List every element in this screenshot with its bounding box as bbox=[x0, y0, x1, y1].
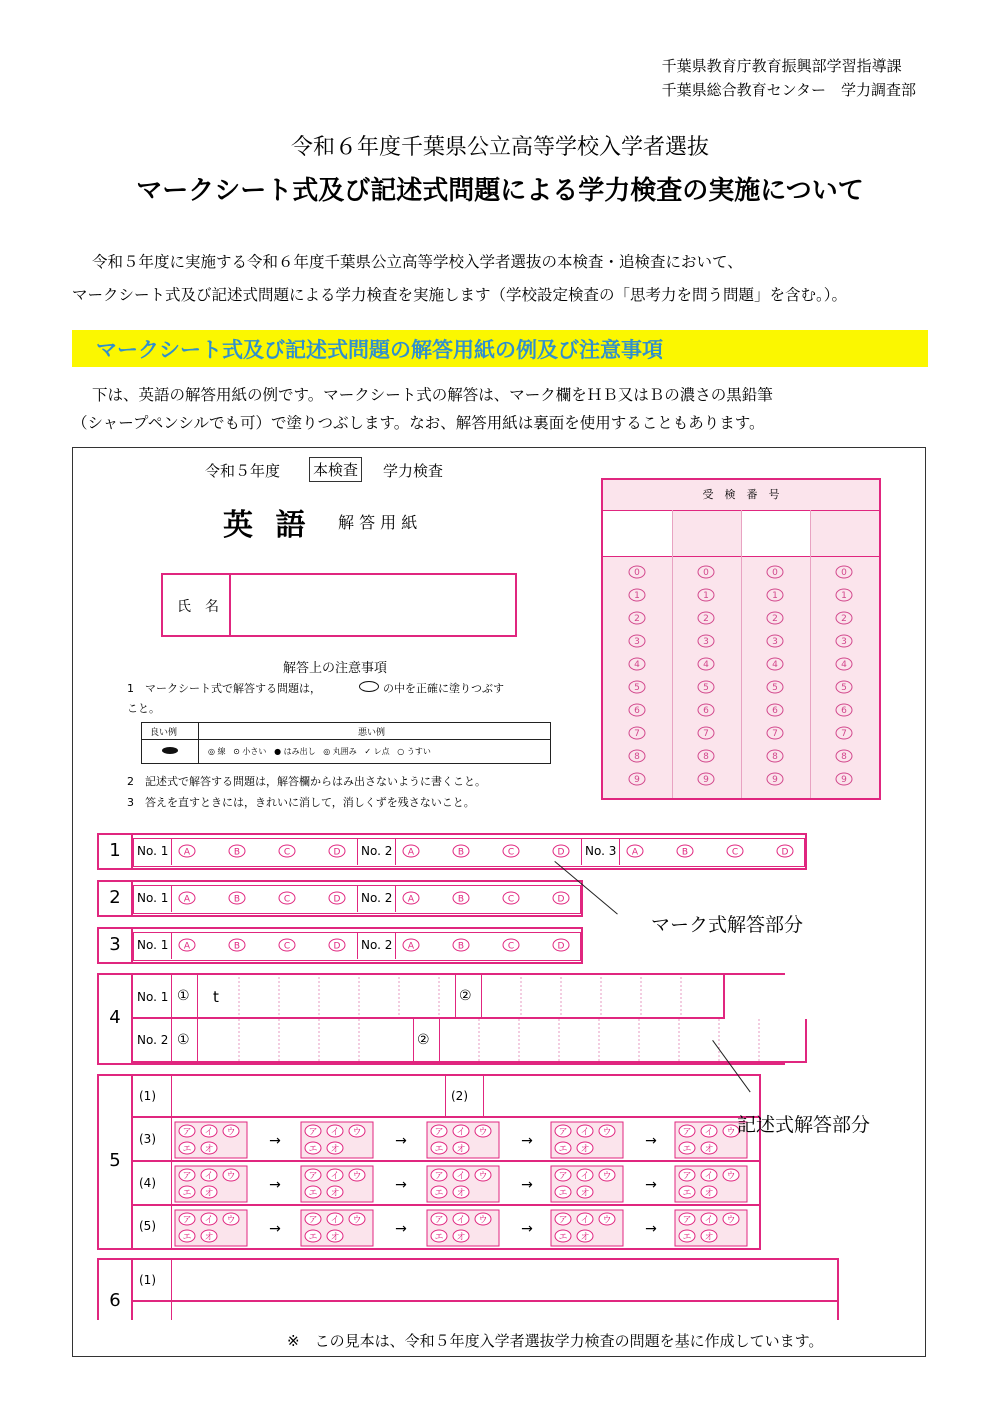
digit-label-5: 5 bbox=[772, 683, 778, 693]
desc-line-1: 下は、英語の解答用紙の例です。マークシート式の解答は、マーク欄をＨＢ又はＢの濃さの黒鉛筆 bbox=[92, 386, 773, 404]
q4-no1-circle-1: ① bbox=[177, 988, 190, 1004]
arrow-icon: → bbox=[395, 1221, 407, 1237]
kana-label: ウ bbox=[352, 1127, 362, 1138]
bad-examples-row bbox=[208, 746, 431, 757]
kana-label: オ bbox=[456, 1188, 466, 1199]
q5-choice-block bbox=[427, 1122, 499, 1158]
q4-number: 4 bbox=[109, 1007, 121, 1028]
arrow-icon: → bbox=[269, 1221, 281, 1237]
kana-label: ウ bbox=[478, 1215, 488, 1226]
kana-label: オ bbox=[330, 1188, 340, 1199]
kana-label: オ bbox=[330, 1232, 340, 1243]
q4-sample-answer[interactable]: t bbox=[213, 988, 219, 1006]
kana-label: エ bbox=[182, 1232, 192, 1243]
choice-letter-D: D bbox=[781, 847, 789, 858]
answer-sheet bbox=[72, 447, 926, 1357]
bad-ex-overflow-icon: ● bbox=[274, 747, 282, 756]
q5-choice-blocks[interactable] bbox=[99, 1076, 759, 1248]
digit-label-4: 4 bbox=[772, 660, 778, 670]
bad-label: 悪い例 bbox=[358, 728, 386, 738]
q5-choice-block bbox=[675, 1166, 747, 1202]
choice-letter-B: B bbox=[233, 894, 241, 905]
digit-label-0: 0 bbox=[841, 568, 847, 578]
bad-ex-4: 丸囲み bbox=[332, 747, 357, 756]
q3-bubbles[interactable] bbox=[99, 929, 581, 962]
digit-label-7: 7 bbox=[703, 729, 709, 739]
choice-letter-D: D bbox=[557, 941, 565, 952]
filled-oval-icon bbox=[162, 747, 178, 754]
digit-label-6: 6 bbox=[703, 706, 709, 716]
q1-number: 1 bbox=[109, 840, 121, 861]
kana-label: ウ bbox=[602, 1127, 612, 1138]
kana-label: ウ bbox=[352, 1215, 362, 1226]
q3-no1-label: No. 1 bbox=[137, 938, 169, 952]
org-block bbox=[662, 54, 916, 102]
kana-label: イ bbox=[330, 1215, 340, 1226]
org-line-1: 千葉県教育庁教育振興部学習指導課 bbox=[661, 57, 902, 75]
desc-line-2: （シャープペンシルでも可）で塗りつぶします。なお、解答用紙は裏面を使用することもあります。 bbox=[72, 414, 765, 432]
arrow-icon: → bbox=[521, 1133, 533, 1149]
kana-label: ア bbox=[182, 1215, 192, 1226]
kana-label: エ bbox=[558, 1144, 568, 1155]
q5-p2-label: (2) bbox=[451, 1089, 468, 1103]
arrow-icon: → bbox=[645, 1133, 657, 1149]
bad-ex-line-icon: ◎ bbox=[208, 747, 215, 756]
q5-number: 5 bbox=[109, 1150, 121, 1171]
kana-label: イ bbox=[204, 1171, 214, 1182]
kana-label: エ bbox=[308, 1188, 318, 1199]
choice-letter-C: C bbox=[283, 894, 291, 905]
digit-label-9: 9 bbox=[634, 775, 640, 785]
kana-label: イ bbox=[580, 1171, 590, 1182]
kana-label: オ bbox=[580, 1232, 590, 1243]
bad-ex-5: レ点 bbox=[373, 747, 390, 756]
q5-choice-block bbox=[175, 1166, 247, 1202]
digit-label-4: 4 bbox=[703, 660, 709, 670]
q5-choice-block bbox=[675, 1210, 747, 1246]
section-heading: マークシート式及び記述式問題の解答用紙の例及び注意事項 bbox=[96, 338, 663, 362]
q4-grid-lines[interactable] bbox=[99, 975, 819, 1063]
q3-no2-label: No. 2 bbox=[361, 938, 393, 952]
choice-letter-A: A bbox=[407, 941, 415, 952]
digit-label-1: 1 bbox=[772, 591, 778, 601]
good-label: 良い例 bbox=[150, 728, 178, 738]
arrow-icon: → bbox=[645, 1177, 657, 1193]
digit-label-1: 1 bbox=[703, 591, 709, 601]
q2-bubbles[interactable] bbox=[99, 882, 581, 915]
intro bbox=[72, 246, 932, 312]
q2-no2-label: No. 2 bbox=[361, 891, 393, 905]
choice-letter-B: B bbox=[681, 847, 689, 858]
kana-label: ウ bbox=[226, 1127, 236, 1138]
choice-letter-A: A bbox=[407, 847, 415, 858]
kana-label: ウ bbox=[226, 1215, 236, 1226]
note-3: 3 答えを直すときには，きれいに消して，消しくずを残さないこと。 bbox=[127, 796, 475, 809]
choice-letter-A: A bbox=[631, 847, 639, 858]
choice-letter-D: D bbox=[333, 941, 341, 952]
digit-label-8: 8 bbox=[772, 752, 778, 762]
kana-label: ウ bbox=[226, 1171, 236, 1182]
digit-label-2: 2 bbox=[841, 614, 847, 624]
sheet-exam-type: 本検査 bbox=[309, 457, 362, 482]
q5-choice-block bbox=[551, 1166, 623, 1202]
choice-letter-A: A bbox=[183, 894, 191, 905]
kana-label: ウ bbox=[726, 1127, 736, 1138]
q1-bubbles[interactable] bbox=[99, 835, 805, 868]
q2-no1-label: No. 1 bbox=[137, 891, 169, 905]
kana-label: ウ bbox=[726, 1171, 736, 1182]
footnote: ※ この見本は、令和５年度入学者選抜学力検査の問題を基に作成しています。 bbox=[287, 1332, 824, 1350]
kana-label: エ bbox=[434, 1232, 444, 1243]
kana-label: オ bbox=[580, 1188, 590, 1199]
kana-label: ア bbox=[558, 1127, 568, 1138]
q5-choice-block bbox=[551, 1122, 623, 1158]
q5-p4-label: (4) bbox=[139, 1176, 156, 1190]
q6-p1-field[interactable] bbox=[173, 1260, 835, 1300]
notes-title: 解答上の注意事項 bbox=[283, 661, 388, 676]
intro-line-2: マークシート式及び記述式問題による学力検査を実施します（学校設定検査の「思考力を問う問題」を含む。）。 bbox=[72, 286, 848, 304]
choice-letter-C: C bbox=[507, 894, 515, 905]
kana-label: ア bbox=[434, 1171, 444, 1182]
kana-label: エ bbox=[682, 1188, 692, 1199]
digit-label-4: 4 bbox=[634, 660, 640, 670]
choice-letter-D: D bbox=[557, 847, 565, 858]
kana-label: イ bbox=[704, 1127, 714, 1138]
choice-letter-C: C bbox=[507, 941, 515, 952]
digit-label-7: 7 bbox=[841, 729, 847, 739]
kana-label: ウ bbox=[602, 1171, 612, 1182]
kana-label: ア bbox=[308, 1127, 318, 1138]
choice-letter-D: D bbox=[333, 894, 341, 905]
digit-label-6: 6 bbox=[841, 706, 847, 716]
bad-ex-1: 線 bbox=[217, 747, 226, 756]
sheet-subtitle: 解 答 用 紙 bbox=[338, 513, 418, 532]
choice-letter-B: B bbox=[457, 941, 465, 952]
kana-label: エ bbox=[308, 1144, 318, 1155]
choice-letter-A: A bbox=[183, 847, 191, 858]
bad-ex-circle-icon: ◎ bbox=[323, 747, 331, 756]
digit-label-3: 3 bbox=[703, 637, 709, 647]
kana-label: ア bbox=[558, 1171, 568, 1182]
note-2: 2 記述式で解答する問題は，解答欄からはみ出さないように書くこと。 bbox=[127, 775, 486, 788]
digit-label-3: 3 bbox=[841, 637, 847, 647]
kana-label: イ bbox=[456, 1127, 466, 1138]
kana-label: ア bbox=[682, 1215, 692, 1226]
kana-label: ア bbox=[182, 1127, 192, 1138]
kana-label: エ bbox=[558, 1188, 568, 1199]
kana-label: イ bbox=[580, 1127, 590, 1138]
digit-label-3: 3 bbox=[634, 637, 640, 647]
section-desc bbox=[72, 381, 932, 437]
bad-ex-faint-icon: ○ bbox=[397, 747, 405, 756]
digit-label-7: 7 bbox=[634, 729, 640, 739]
q4-no2-circle-1: ① bbox=[177, 1032, 190, 1048]
sheet-year: 令和５年度 bbox=[205, 462, 281, 480]
choice-letter-B: B bbox=[457, 894, 465, 905]
q5-p1-label: (1) bbox=[139, 1089, 156, 1103]
kana-label: エ bbox=[308, 1232, 318, 1243]
digit-label-5: 5 bbox=[703, 683, 709, 693]
digit-label-6: 6 bbox=[772, 706, 778, 716]
q5-choice-block bbox=[301, 1166, 373, 1202]
digit-label-1: 1 bbox=[841, 591, 847, 601]
digit-label-6: 6 bbox=[634, 706, 640, 716]
q4-no2-circle-2: ② bbox=[417, 1032, 430, 1048]
choice-letter-C: C bbox=[507, 847, 515, 858]
kana-label: エ bbox=[182, 1188, 192, 1199]
arrow-icon: → bbox=[395, 1177, 407, 1193]
kana-label: オ bbox=[456, 1144, 466, 1155]
kana-label: ア bbox=[558, 1215, 568, 1226]
exam-number-label: 受 検 番 号 bbox=[702, 488, 780, 501]
kana-label: ア bbox=[682, 1127, 692, 1138]
q5-block bbox=[97, 1074, 761, 1250]
q4-block bbox=[97, 973, 785, 1065]
q1-no3-label: No. 3 bbox=[585, 844, 617, 858]
written-annotation: 記述式解答部分 bbox=[737, 1114, 871, 1136]
kana-label: ア bbox=[682, 1171, 692, 1182]
q6-block bbox=[97, 1258, 839, 1320]
kana-label: オ bbox=[704, 1144, 714, 1155]
section-band bbox=[72, 330, 928, 367]
q5-p5-label: (5) bbox=[139, 1219, 156, 1233]
bad-ex-check-icon: ✓ bbox=[364, 747, 372, 756]
choice-letter-B: B bbox=[233, 941, 241, 952]
exam-number-grid bbox=[601, 478, 881, 800]
kana-label: エ bbox=[682, 1232, 692, 1243]
choice-letter-A: A bbox=[183, 941, 191, 952]
bad-ex-small-icon: ⊙ bbox=[233, 747, 240, 756]
kana-label: エ bbox=[682, 1144, 692, 1155]
arrow-icon: → bbox=[269, 1133, 281, 1149]
q4-no1-label: No. 1 bbox=[137, 990, 169, 1004]
q5-choice-block bbox=[427, 1166, 499, 1202]
kana-label: イ bbox=[704, 1215, 714, 1226]
digit-label-2: 2 bbox=[634, 614, 640, 624]
q5-choice-block bbox=[301, 1210, 373, 1246]
name-box bbox=[161, 573, 517, 637]
name-label: 氏 名 bbox=[177, 599, 219, 615]
digit-label-5: 5 bbox=[841, 683, 847, 693]
kana-label: イ bbox=[704, 1171, 714, 1182]
name-field[interactable] bbox=[233, 575, 513, 635]
q6-p1-label: (1) bbox=[139, 1273, 156, 1287]
example-table bbox=[141, 722, 551, 764]
kana-label: オ bbox=[580, 1144, 590, 1155]
kana-label: イ bbox=[456, 1215, 466, 1226]
kana-label: ア bbox=[308, 1215, 318, 1226]
sheet-exam-kind: 学力検査 bbox=[383, 462, 444, 480]
q5-p3-label: (3) bbox=[139, 1132, 156, 1146]
arrow-icon: → bbox=[521, 1221, 533, 1237]
kana-label: イ bbox=[330, 1171, 340, 1182]
choice-letter-D: D bbox=[333, 847, 341, 858]
choice-letter-C: C bbox=[731, 847, 739, 858]
kana-label: ウ bbox=[478, 1171, 488, 1182]
kana-label: ア bbox=[434, 1127, 444, 1138]
digit-label-2: 2 bbox=[703, 614, 709, 624]
kana-label: イ bbox=[330, 1127, 340, 1138]
kana-label: オ bbox=[456, 1232, 466, 1243]
choice-letter-A: A bbox=[407, 894, 415, 905]
arrow-icon: → bbox=[521, 1177, 533, 1193]
digit-label-0: 0 bbox=[634, 568, 640, 578]
q5-choice-block bbox=[427, 1210, 499, 1246]
q3-row bbox=[97, 927, 583, 964]
bad-ex-2: 小さい bbox=[242, 747, 267, 756]
q2-row bbox=[97, 880, 583, 917]
kana-label: ウ bbox=[478, 1127, 488, 1138]
q2-number: 2 bbox=[109, 887, 121, 908]
kana-label: オ bbox=[204, 1232, 214, 1243]
q5-choice-block bbox=[301, 1122, 373, 1158]
kana-label: オ bbox=[204, 1144, 214, 1155]
note-1c: こと。 bbox=[127, 702, 160, 715]
digit-label-8: 8 bbox=[634, 752, 640, 762]
kana-label: オ bbox=[330, 1144, 340, 1155]
arrow-icon: → bbox=[395, 1133, 407, 1149]
kana-label: イ bbox=[456, 1171, 466, 1182]
digit-label-3: 3 bbox=[772, 637, 778, 647]
kana-label: オ bbox=[704, 1188, 714, 1199]
sheet-subject: 英 語 bbox=[223, 508, 312, 543]
oval-icon bbox=[359, 681, 379, 692]
kana-label: イ bbox=[580, 1215, 590, 1226]
choice-letter-B: B bbox=[457, 847, 465, 858]
intro-line-1: 令和５年度に実施する令和６年度千葉県公立高等学校入学者選抜の本検査・追検査において、 bbox=[92, 253, 743, 271]
digit-label-9: 9 bbox=[703, 775, 709, 785]
q5-choice-block bbox=[551, 1210, 623, 1246]
digit-label-0: 0 bbox=[772, 568, 778, 578]
kana-label: オ bbox=[704, 1232, 714, 1243]
digit-label-5: 5 bbox=[634, 683, 640, 693]
digit-label-8: 8 bbox=[703, 752, 709, 762]
kana-label: エ bbox=[434, 1144, 444, 1155]
digit-label-2: 2 bbox=[772, 614, 778, 624]
q1-no1-label: No. 1 bbox=[137, 844, 169, 858]
digit-label-4: 4 bbox=[841, 660, 847, 670]
bad-ex-6: うすい bbox=[406, 747, 431, 756]
choice-letter-C: C bbox=[283, 941, 291, 952]
digit-label-9: 9 bbox=[841, 775, 847, 785]
arrow-icon: → bbox=[645, 1221, 657, 1237]
digit-label-8: 8 bbox=[841, 752, 847, 762]
choice-letter-C: C bbox=[283, 847, 291, 858]
q5-choice-block bbox=[175, 1210, 247, 1246]
kana-label: イ bbox=[204, 1215, 214, 1226]
digit-label-1: 1 bbox=[634, 591, 640, 601]
q4-no1-circle-2: ② bbox=[459, 988, 472, 1004]
kana-label: オ bbox=[204, 1188, 214, 1199]
title-line-1: 令和６年度千葉県公立高等学校入学者選抜 bbox=[290, 135, 709, 160]
digit-label-7: 7 bbox=[772, 729, 778, 739]
q3-number: 3 bbox=[109, 934, 121, 955]
q4-no2-label: No. 2 bbox=[137, 1033, 169, 1047]
mark-annotation: マーク式解答部分 bbox=[651, 914, 804, 936]
digit-bubbles[interactable] bbox=[603, 560, 879, 795]
kana-label: ウ bbox=[602, 1215, 612, 1226]
org-line-2: 千葉県総合教育センター 学力調査部 bbox=[661, 81, 916, 99]
kana-label: ウ bbox=[726, 1215, 736, 1226]
choice-letter-B: B bbox=[233, 847, 241, 858]
bad-ex-3: はみ出し bbox=[283, 747, 316, 756]
q5-choice-block bbox=[175, 1122, 247, 1158]
q6-number: 6 bbox=[109, 1290, 121, 1311]
q1-row bbox=[97, 833, 807, 870]
choice-letter-D: D bbox=[557, 894, 565, 905]
note-1a: 1 マークシート式で解答する問題は， bbox=[127, 682, 321, 695]
kana-label: ウ bbox=[352, 1171, 362, 1182]
arrow-icon: → bbox=[269, 1177, 281, 1193]
kana-label: エ bbox=[558, 1232, 568, 1243]
kana-label: ア bbox=[308, 1171, 318, 1182]
title-line-2: マークシート式及び記述式問題による学力検査の実施について bbox=[136, 176, 864, 206]
note-1b: の中を正確に塗りつぶす bbox=[383, 682, 504, 695]
kana-label: エ bbox=[182, 1144, 192, 1155]
q1-no2-label: No. 2 bbox=[361, 844, 393, 858]
digit-label-0: 0 bbox=[703, 568, 709, 578]
digit-label-9: 9 bbox=[772, 775, 778, 785]
kana-label: ア bbox=[182, 1171, 192, 1182]
kana-label: エ bbox=[434, 1188, 444, 1199]
kana-label: ア bbox=[434, 1215, 444, 1226]
kana-label: イ bbox=[204, 1127, 214, 1138]
